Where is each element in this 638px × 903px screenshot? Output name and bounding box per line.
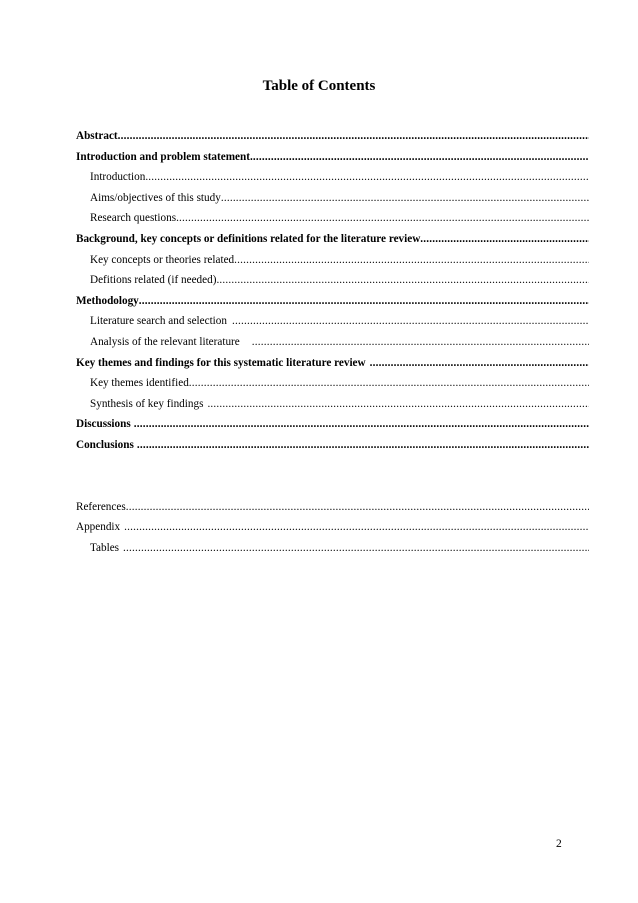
page-title: Table of Contents [262,78,376,94]
toc-entry-label: Key concepts or theories related [90,253,235,266]
dot-leader [118,130,589,142]
toc-entry-label: Synthesis of key findings [90,397,204,410]
toc-entry-key-concepts[interactable] [76,254,589,275]
toc-entry-methodology[interactable] [76,295,589,316]
toc-back-matter-section [76,501,589,563]
dot-leader [250,151,589,163]
toc-entry-conclusions[interactable] [76,439,589,460]
toc-entry-analysis[interactable] [76,336,589,357]
dot-leader [137,439,589,451]
toc-entry-research-questions[interactable] [76,212,589,233]
toc-entry-label: Analysis of the relevant literature [90,335,240,348]
toc-entry-background[interactable] [76,233,589,254]
dot-leader [123,542,589,554]
toc-entry-introduction[interactable] [76,171,589,192]
toc-entry-definitions[interactable] [76,274,589,295]
dot-leader [216,274,589,286]
toc-entry-label: Conclusions [76,438,134,451]
toc-entry-discussions[interactable] [76,418,589,439]
toc-entry-label: Background, key concepts or definitions related for the literature review [76,232,421,245]
dot-leader [234,254,589,266]
toc-entry-label: Aims/objectives of this study [90,191,221,204]
table-of-contents [76,130,589,562]
toc-entry-label: Key themes and findings for this systematic literature review [76,356,366,369]
toc-entry-references[interactable] [76,501,589,522]
toc-entry-label: Introduction [90,171,146,184]
toc-entry-label: Defitions related (if needed) [90,274,217,287]
dot-leader [420,233,589,245]
section-gap [76,460,589,501]
toc-entry-abstract[interactable] [76,130,589,151]
dot-leader [189,377,589,389]
toc-entry-label: Methodology [76,294,139,307]
dot-leader [126,501,589,513]
dot-leader [370,357,589,369]
toc-entry-appendix[interactable] [76,521,589,542]
dot-leader [145,171,589,183]
dot-leader [139,295,589,307]
toc-entry-label: Key themes identified [90,377,189,390]
toc-entry-key-themes-identified[interactable] [76,377,589,398]
dot-leader [124,521,589,533]
dot-leader [232,315,589,327]
toc-entry-aims-objectives[interactable] [76,192,589,213]
dot-leader [176,212,589,224]
toc-entry-label: References [76,500,126,513]
toc-entry-label: Appendix [76,521,121,534]
toc-entry-label: Introduction and problem statement [76,150,250,163]
toc-entry-label: Tables [90,541,120,554]
toc-entry-tables[interactable] [76,542,589,563]
dot-leader [134,418,589,430]
page-number: 2 [556,838,562,850]
dot-leader [221,192,589,204]
toc-main-section [76,130,589,460]
toc-entry-key-themes-and-findings[interactable] [76,357,589,378]
toc-entry-label: Literature search and selection [90,315,227,328]
toc-entry-label: Abstract [76,130,118,142]
dot-leader [252,336,589,348]
dot-leader [207,398,589,410]
toc-entry-label: Discussions [76,418,131,431]
toc-entry-synthesis[interactable] [76,398,589,419]
toc-entry-label: Research questions [90,212,177,225]
toc-entry-introduction-and-problem-statement[interactable] [76,151,589,172]
toc-entry-literature-search[interactable] [76,315,589,336]
